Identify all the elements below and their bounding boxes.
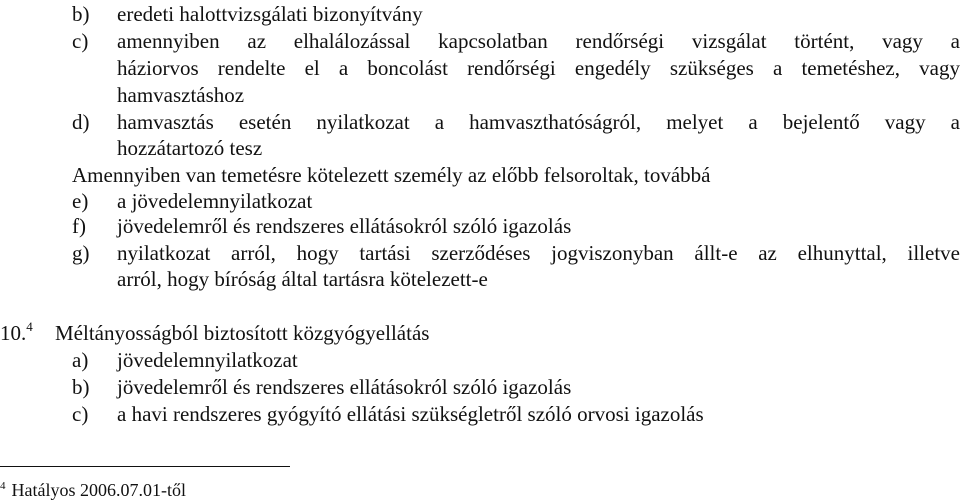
- footnote-divider: [0, 466, 290, 467]
- item-text: a jövedelemnyilatkozat: [117, 189, 313, 213]
- footnote-mark: 4: [0, 480, 6, 492]
- item-label: c): [72, 29, 89, 53]
- section-number: [0, 320, 33, 346]
- section-title: Méltányosságból biztosított közgyógyellátás: [55, 321, 430, 345]
- footnote: [0, 478, 186, 502]
- item-text: hamvasztáshoz: [117, 83, 245, 107]
- item-text: eredeti halottvizsgálati bizonyítvány: [117, 2, 423, 26]
- item-text: a havi rendszeres gyógyító ellátási szükségletről szóló orvosi igazolás: [117, 402, 704, 426]
- item-label: a): [72, 348, 89, 372]
- section-number-text: 10.: [0, 321, 27, 345]
- item-text: háziorvos rendelte el a boncolást rendőrségi engedély szükséges a temetéshez, vagy: [117, 56, 960, 80]
- paragraph-text: Amennyiben van temetésre kötelezett személy az előbb felsoroltak, továbbá: [72, 163, 711, 187]
- item-text: nyilatkozat arról, hogy tartási szerződéses jogviszonyban állt-e az elhunyttal, illetve: [117, 241, 960, 265]
- item-text: arról, hogy bíróság által tartásra kötelezett-e: [117, 267, 488, 291]
- item-text: jövedelemnyilatkozat: [117, 348, 298, 372]
- item-text: hamvasztás esetén nyilatkozat a hamvaszthatóságról, melyet a bejelentő vagy a: [117, 110, 960, 134]
- list-item-d: [0, 109, 960, 135]
- item-label: c): [72, 402, 89, 426]
- item-text: jövedelemről és rendszeres ellátásokról szóló igazolás: [117, 375, 572, 399]
- footnote-text: Hatályos 2006.07.01-től: [11, 480, 186, 500]
- item-label: g): [72, 241, 90, 265]
- list-item-c-line2: [0, 55, 960, 81]
- item-label: b): [72, 375, 90, 399]
- footnote-ref: 4: [26, 319, 33, 334]
- item-text: hozzátartozó tesz: [117, 136, 263, 160]
- list-item-g: [0, 240, 960, 266]
- item-label: d): [72, 110, 90, 134]
- item-label: f): [72, 214, 86, 238]
- list-item-c: [0, 28, 960, 54]
- item-text: amennyiben az elhalálozással kapcsolatban rendőrségi vizsgálat történt, vagy a: [117, 29, 960, 53]
- item-label: b): [72, 2, 90, 26]
- item-text: jövedelemről és rendszeres ellátásokról szóló igazolás: [117, 214, 572, 238]
- item-label: e): [72, 189, 89, 213]
